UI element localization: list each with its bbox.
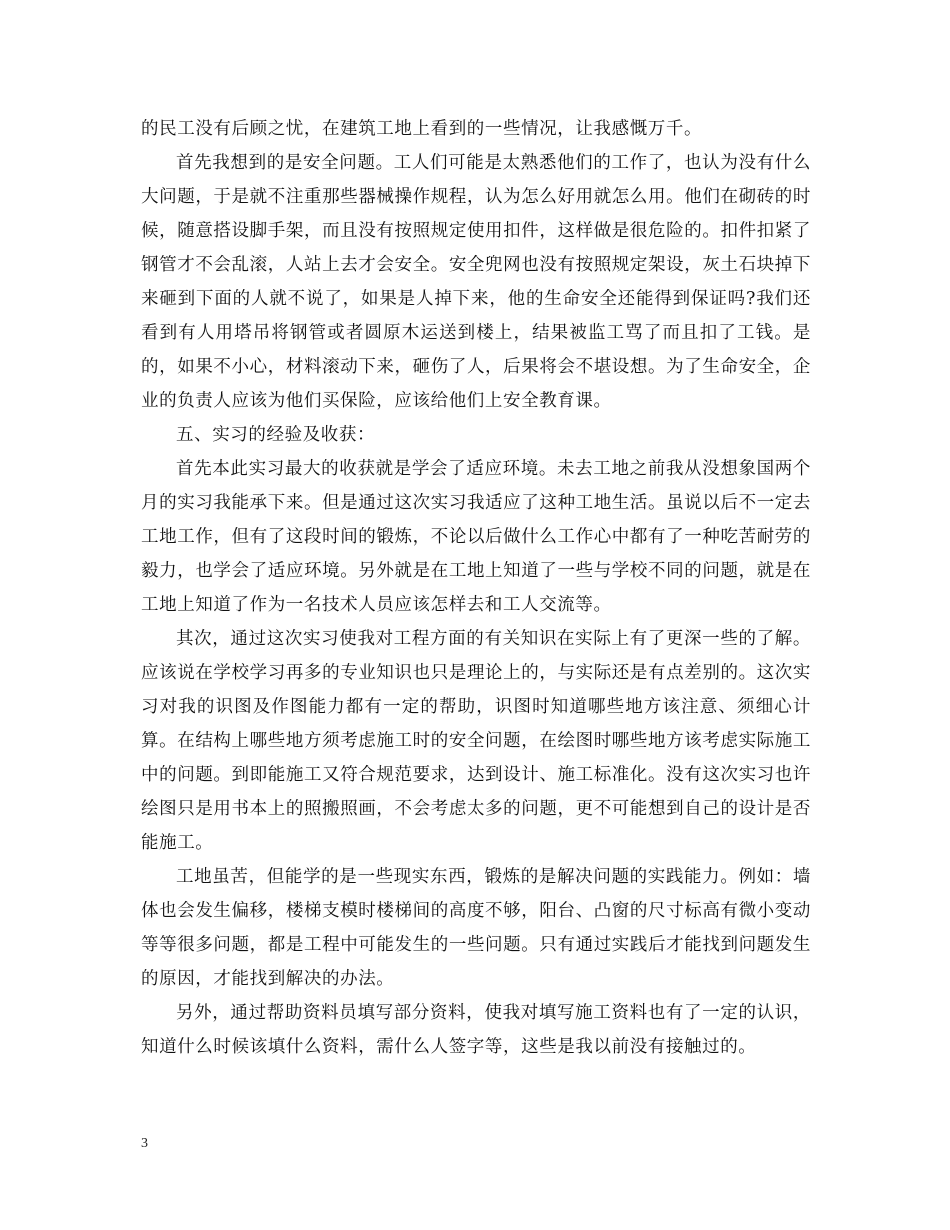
paragraph-engineering-knowledge: 其次，通过这次实习使我对工程方面的有关知识在实际上有了更深一些的了解。应该说在学校学习再多的专业知识也只是理论上的，与实际还是有点差别的。这次实习对我的识图及作图能力都有一定的帮助，识图时知道哪些地方该注意、须细心计算。在结构上哪些地方须考虑施工时的安全问题，在绘图时哪些地方该考虑实际施工中的问题。到即能施工又符合规范要求，达到设计、施工标准化。没有这次实习也许绘图只是用书本上的照搬照画，不会考虑太多的问题，更不可能想到自己的设计是否能施工。 [141,629,811,853]
page-number: 3 [141,1136,148,1151]
paragraph-continuation: 的民工没有后顾之忧，在建筑工地上看到的一些情况，让我感慨万千。 [141,119,703,139]
paragraph-adapting-environment: 首先本此实习最大的收获就是学会了适应环境。未去工地之前我从没想象国两个月的实习我能承下来。但是通过这次实习我适应了这种工地生活。虽说以后不一定去工地工作，但有了这段时间的锻炼，不论以后做什么工作心中都有了一种吃苦耐劳的毅力，也学会了适应环境。另外就是在工地上知道了一些与学校不同的问题，就是在工地上知道了作为一名技术人员应该怎样去和工人交流等。 [141,459,811,615]
paragraph-documentation: 另外，通过帮助资料员填写部分资料，使我对填写施工资料也有了一定的认识，知道什么时候该填什么资料，需什么人签字等，这些是我以前没有接触过的。 [141,1003,811,1057]
paragraph-safety-issues: 首先我想到的是安全问题。工人们可能是太熟悉他们的工作了，也认为没有什么大问题，于是就不注重那些器械操作规程，认为怎么好用就怎么用。他们在砌砖的时候，随意搭设脚手架，而且没有按照规定使用扣件，这样做是很危险的。扣件扣紧了钢管才不会乱滚，人站上去才会安全。安全兜网也没有按照规定架设，灰土石块掉下来砸到下面的人就不说了，如果是人掉下来，他的生命安全还能得到保证吗?我们还看到有人用塔吊将钢管或者圆原木运送到楼上，结果被监工骂了而且扣了工钱。是的，如果不小心，材料滚动下来，砸伤了人，后果将会不堪设想。为了生命安全，企业的负责人应该为他们买保险，应该给他们上安全教育课。 [141,153,811,411]
paragraph-practical-ability: 工地虽苦，但能学的是一些现实东西，锻炼的是解决问题的实践能力。例如：墙体也会发生偏移，楼梯支模时楼梯间的高度不够，阳台、凸窗的尺寸标高有微小变动等等很多问题，都是工程中可能发生的一些问题。只有通过实践后才能找到问题发生的原因，才能找到解决的办法。 [141,867,811,989]
section-heading-experience: 五、实习的经验及收获： [176,425,376,445]
body-text [141,112,811,1064]
